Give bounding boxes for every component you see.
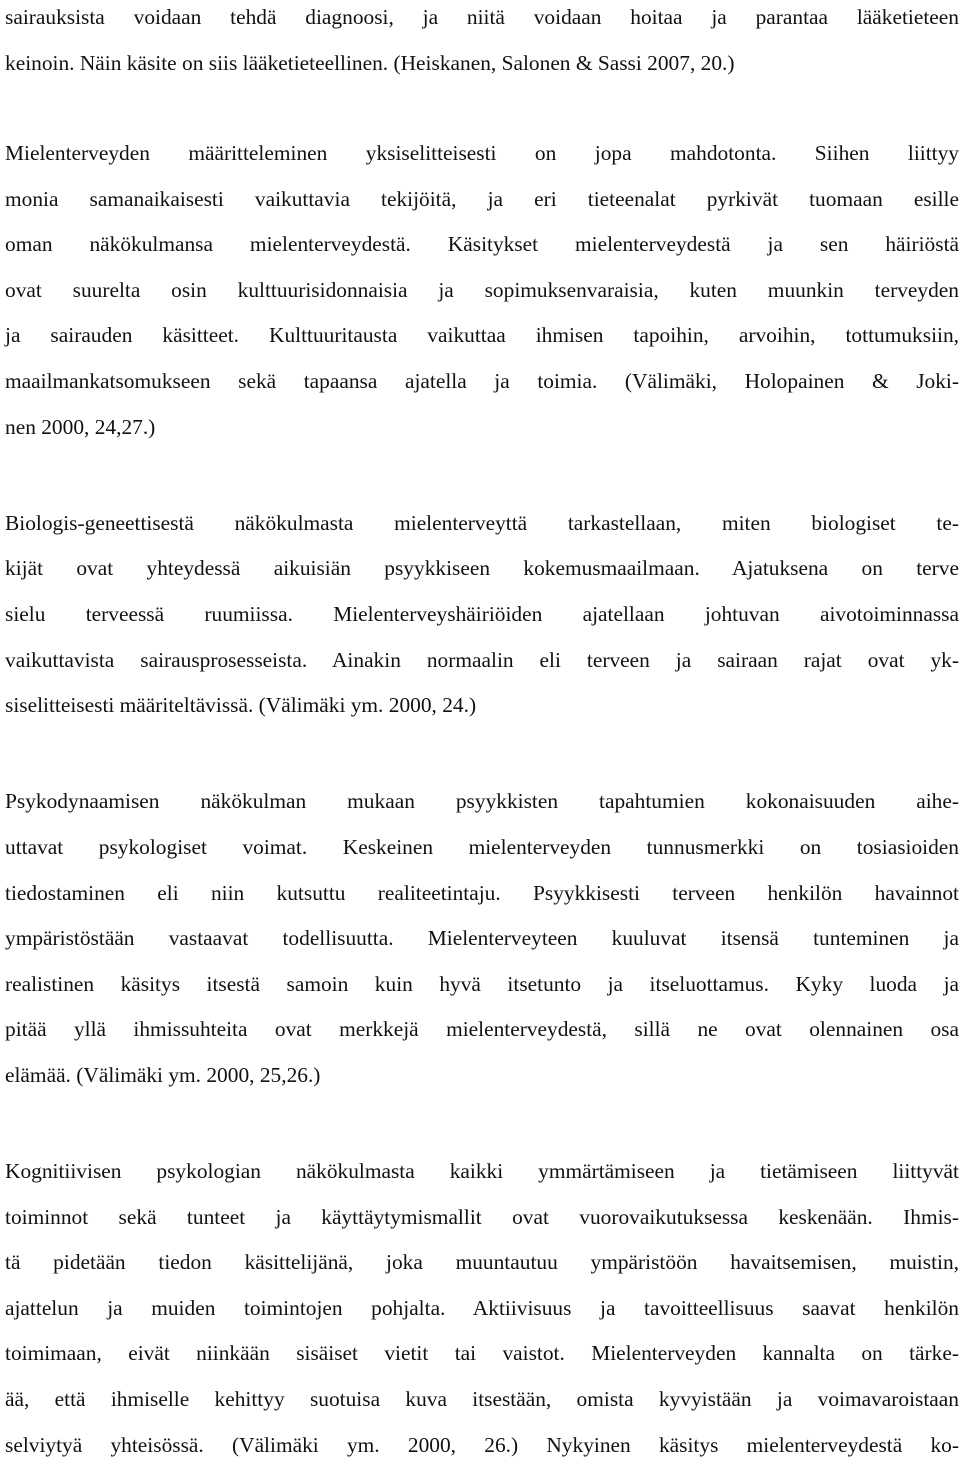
text-line: pitää yllä ihmissuhteita ovat merkkejä mielenterveydestä, sillä ne ovat olennainen osa — [5, 1017, 959, 1041]
text-line: ovat suurelta osin kulttuurisidonnaisia ja sopimuksenvaraisia, kuten muunkin terveyden — [5, 278, 959, 302]
text-line: elämää. (Välimäki ym. 2000, 25,26.) — [5, 1063, 321, 1087]
text-line: Kognitiivisen psykologian näkökulmasta kaikki ymmärtämiseen ja tietämiseen liittyvät — [5, 1159, 959, 1183]
text-line: nen 2000, 24,27.) — [5, 415, 156, 439]
text-line: Mielenterveyden määritteleminen yksiselitteisesti on jopa mahdotonta. Siihen liittyy — [5, 141, 959, 165]
text-line: ympäristöstään vastaavat todellisuutta. Mielenterveyteen kuuluvat itsensä tunteminen ja — [5, 926, 959, 950]
text-line: siselitteisesti määriteltävissä. (Välimäki ym. 2000, 24.) — [5, 693, 477, 717]
text-line: ää, että ihmiselle kehittyy suotuisa kuva itsestään, omista kyvyistään ja voimavaroistaan — [5, 1387, 959, 1411]
text-line: Psykodynaamisen näkökulman mukaan psyykkisten tapahtumien kokonaisuuden aihe- — [5, 789, 959, 813]
text-line: toiminnot sekä tunteet ja käyttäytymismallit ovat vuorovaikutuksessa keskenään. Ihmis- — [5, 1205, 959, 1229]
text-line: kijät ovat yhteydessä aikuisiän psyykkiseen kokemusmaailmaan. Ajatuksena on terve — [5, 556, 959, 580]
text-line: ja sairauden käsitteet. Kulttuuritausta vaikuttaa ihmisen tapoihin, arvoihin, tottumuksiin, — [5, 323, 959, 347]
text-line: monia samanaikaisesti vaikuttavia tekijöitä, ja eri tieteenalat pyrkivät tuomaan esille — [5, 187, 959, 211]
text-line: oman näkökulmansa mielenterveydestä. Käsitykset mielenterveydestä ja sen häiriöstä — [5, 232, 959, 256]
text-line: selviytyä yhteisössä. (Välimäki ym. 2000, 26.) Nykyinen käsitys mielenterveydestä ko- — [5, 1433, 959, 1457]
text-line: realistinen käsitys itsestä samoin kuin hyvä itsetunto ja itseluottamus. Kyky luoda ja — [5, 972, 959, 996]
text-line: sairauksista voidaan tehdä diagnoosi, ja niitä voidaan hoitaa ja parantaa lääketieteen — [5, 5, 959, 29]
text-line: maailmankatsomukseen sekä tapaansa ajatella ja toimia. (Välimäki, Holopainen & Joki- — [5, 369, 959, 393]
text-line: toimimaan, eivät niinkään sisäiset vietit tai vaistot. Mielenterveyden kannalta on tärke- — [5, 1341, 959, 1365]
text-line: tä pidetään tiedon käsittelijänä, joka muuntautuu ympäristöön havaitsemisen, muistin, — [5, 1250, 959, 1274]
text-line: tiedostaminen eli niin kutsuttu realiteetintaju. Psyykkisesti terveen henkilön havainnot — [5, 881, 959, 905]
text-line: vaikuttavista sairausprosesseista. Ainakin normaalin eli terveen ja sairaan rajat ovat yk- — [5, 648, 959, 672]
text-line: sielu terveessä ruumiissa. Mielenterveyshäiriöiden ajatellaan johtuvan aivotoiminnassa — [5, 602, 959, 626]
text-line: uttavat psykologiset voimat. Keskeinen mielenterveyden tunnusmerkki on tosiasioiden — [5, 835, 959, 859]
text-line: Biologis-geneettisestä näkökulmasta mielenterveyttä tarkastellaan, miten biologiset te- — [5, 511, 959, 535]
text-line: ajattelun ja muiden toimintojen pohjalta. Aktiivisuus ja tavoitteellisuus saavat henkilön — [5, 1296, 959, 1320]
text-line: keinoin. Näin käsite on siis lääketieteellinen. (Heiskanen, Salonen & Sassi 2007, 20.) — [5, 51, 735, 75]
